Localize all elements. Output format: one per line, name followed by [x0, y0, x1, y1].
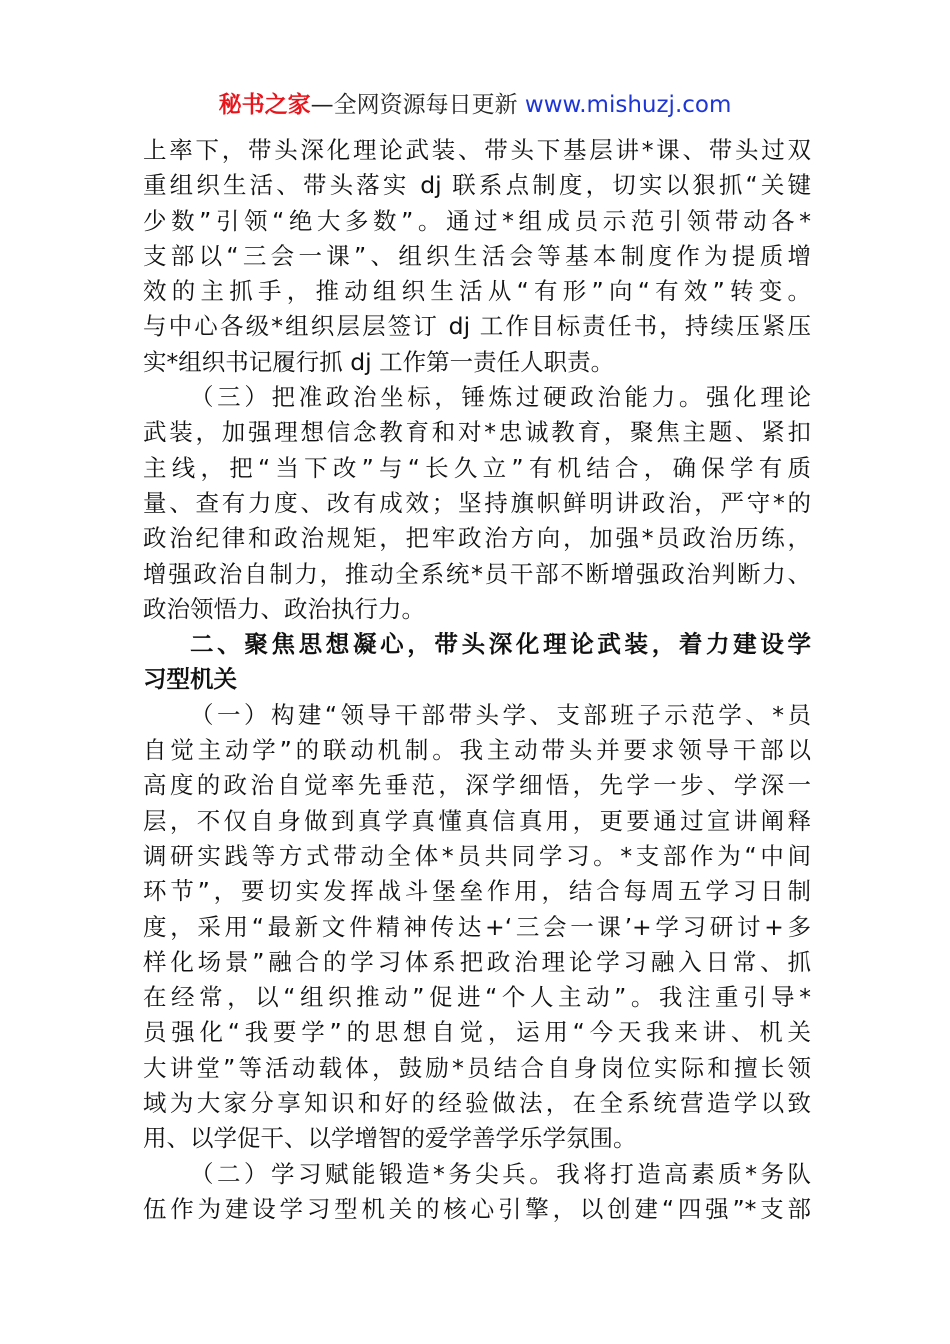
text-line: 员强化“我要学”的思想自觉，运用“今天我来讲、机关 — [143, 1018, 811, 1047]
brand-name: 秘书之家 — [218, 92, 311, 118]
header-slogan: —全网资源每日更新 — [310, 92, 525, 118]
site-url: www.mishuzj.com — [524, 92, 732, 118]
text-line: 在经常，以“组织推动”促进“个人主动”。我注重引导* — [143, 983, 811, 1012]
text-line: 上率下，带头深化理论武装、带头下基层讲*课、带头过双 — [143, 136, 811, 164]
text-line: 主线，把“当下改”与“长久立”有机结合，确保学有质 — [143, 453, 811, 482]
paragraph-heading: （三）把准政治坐标，锤炼过硬政治能力。强化理论 — [190, 383, 811, 412]
text-line: 重组织生活、带头落实 dj 联系点制度，切实以狠抓“关键 — [143, 171, 811, 200]
section-heading-continued: 习型机关 — [143, 665, 237, 694]
site-header — [0, 88, 950, 122]
text-line: 支部以“三会一课”、组织生活会等基本制度作为提质增 — [143, 241, 811, 270]
text-line: 效的主抓手，推动组织生活从“有形”向“有效”转变。 — [143, 277, 811, 306]
text-line: 增强政治自制力，推动全系统*员干部不断增强政治判断力、 — [143, 559, 811, 588]
text-line: 大讲堂”等活动载体，鼓励*员结合自身岗位实际和擅长领 — [143, 1053, 811, 1082]
text-line: 度，采用“最新文件精神传达+‘三会一课’+学习研讨+多 — [143, 912, 811, 941]
text-line: 武装，加强理想信念教育和对*忠诚教育，聚焦主题、紧扣 — [143, 418, 811, 447]
text-line: 域为大家分享知识和好的经验做法，在全系统营造学以致 — [143, 1089, 811, 1118]
text-line: 政治纪律和政治规矩，把牢政治方向，加强*员政治历练， — [143, 524, 811, 553]
text-line: 政治领悟力、政治执行力。 — [143, 594, 425, 623]
section-heading: 二、聚焦思想凝心，带头深化理论武装，着力建设学 — [190, 630, 811, 659]
text-line: 自觉主动学”的联动机制。我主动带头并要求领导干部以 — [143, 736, 811, 765]
text-line: 伍作为建设学习型机关的核心引擎，以创建“四强”*支部 — [143, 1194, 811, 1223]
text-line: 少数”引领“绝大多数”。通过*组成员示范引领带动各* — [143, 206, 811, 235]
text-line: 环节”，要切实发挥战斗堡垒作用，结合每周五学习日制 — [143, 877, 811, 906]
text-line: 高度的政治自觉率先垂范，深学细悟，先学一步、学深一 — [143, 771, 811, 800]
text-line: 量、查有力度、改有成效；坚持旗帜鲜明讲政治，严守*的 — [143, 488, 811, 517]
text-line: 层，不仅自身做到真学真懂真信真用，更要通过宣讲阐释 — [143, 806, 811, 835]
text-line: 调研实践等方式带动全体*员共同学习。*支部作为“中间 — [143, 841, 811, 870]
paragraph-heading: （二）学习赋能锻造*务尖兵。我将打造高素质*务队 — [190, 1159, 811, 1188]
paragraph-heading: （一）构建“领导干部带头学、支部班子示范学、*员 — [190, 700, 811, 729]
text-line: 样化场景”融合的学习体系把政治理论学习融入日常、抓 — [143, 947, 811, 976]
text-line: 实*组织书记履行抓 dj 工作第一责任人职责。 — [143, 347, 615, 376]
text-line: 与中心各级*组织层层签订 dj 工作目标责任书，持续压紧压 — [143, 312, 811, 341]
text-line: 用、以学促干、以学增智的爱学善学乐学氛围。 — [143, 1124, 637, 1153]
document-body — [143, 133, 811, 1227]
